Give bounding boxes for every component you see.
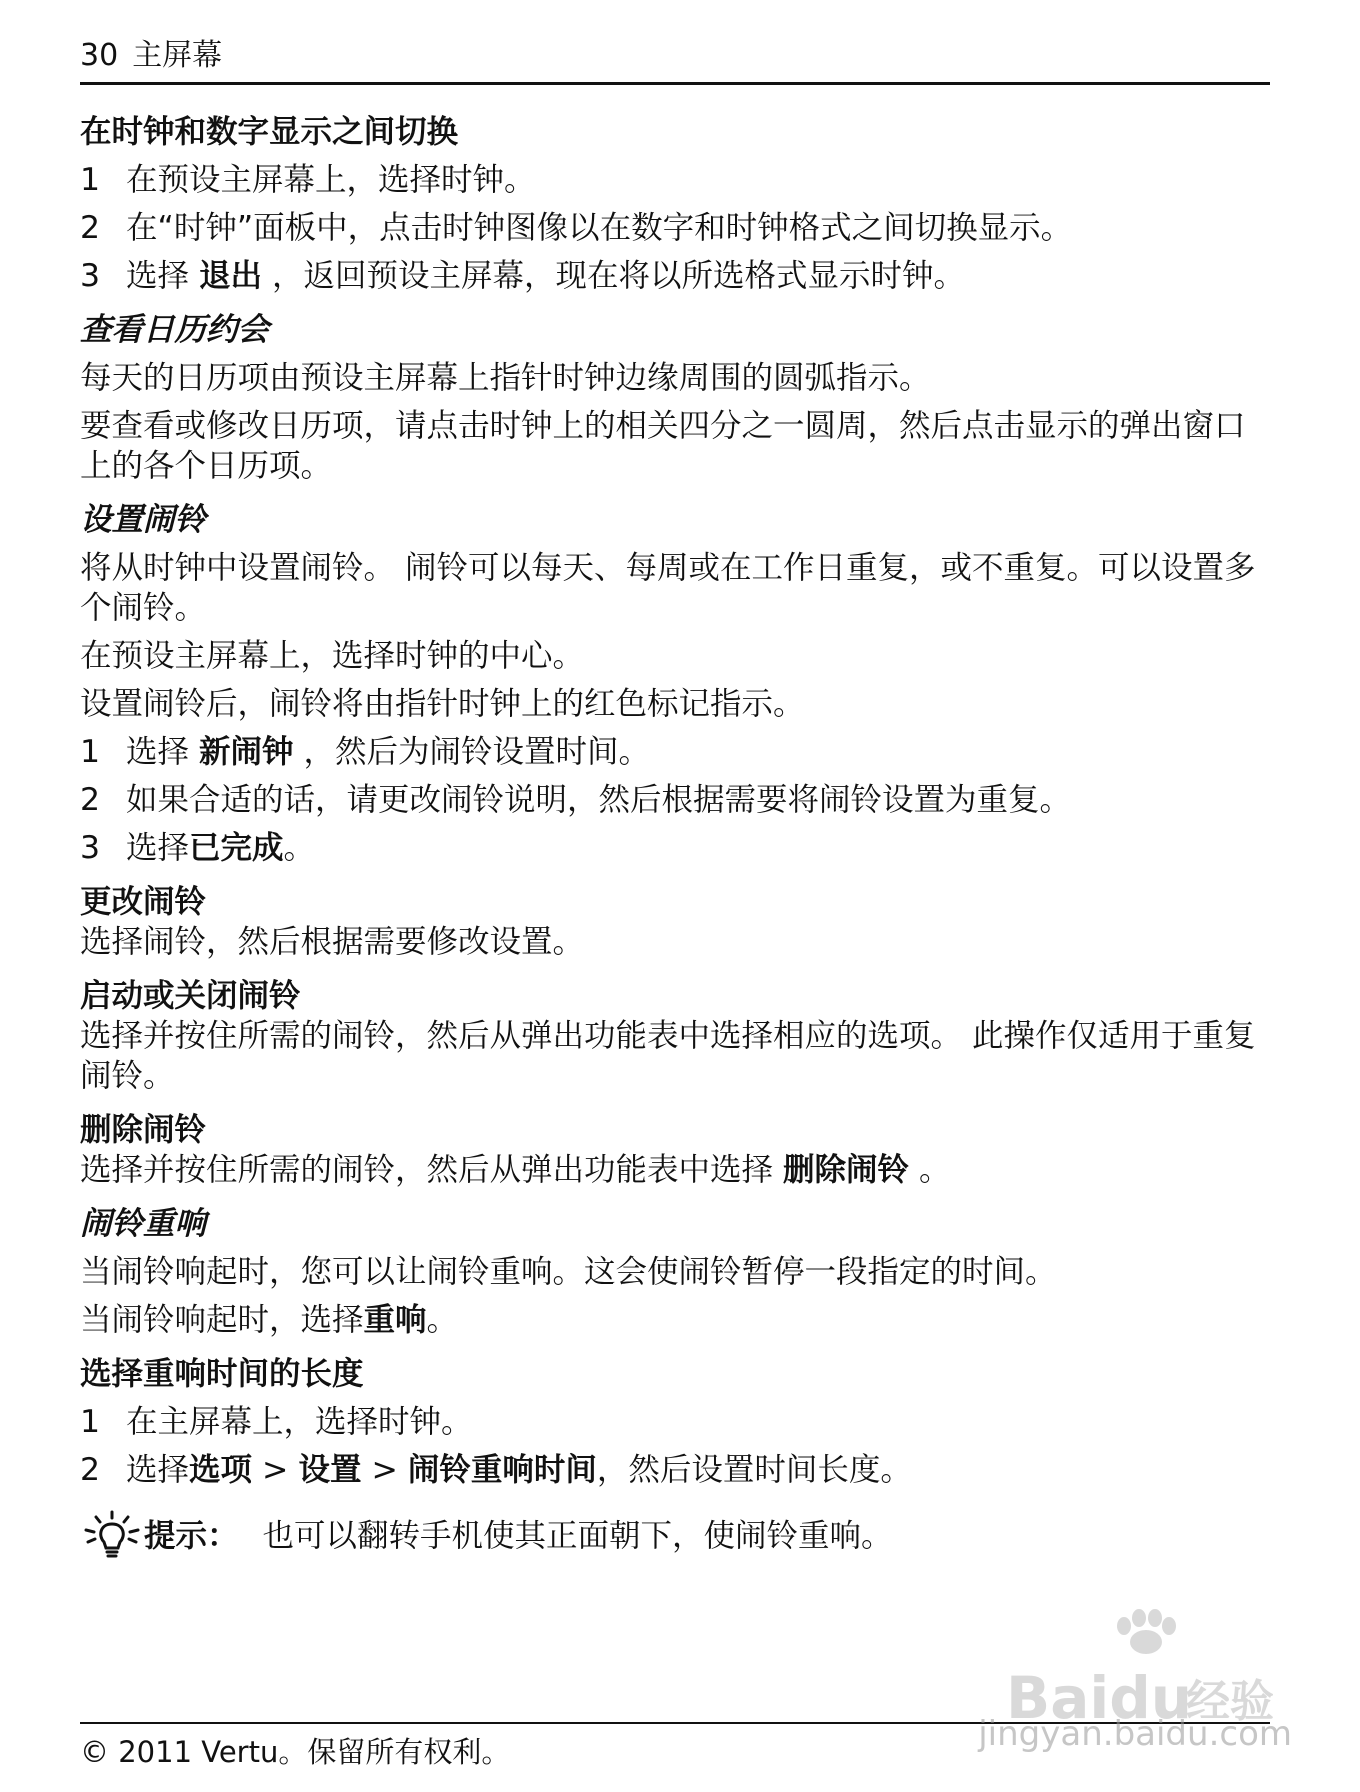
paragraph: 将从时钟中设置闹铃。 闹铃可以每天、每周或在工作日重复，或不重复。可以设置多个闹铃。 <box>80 550 1256 626</box>
ui-term-settings: 设置 <box>298 1452 362 1488</box>
page-number: 30 <box>80 38 119 73</box>
copyright-footer: © 2011 Vertu。保留所有权利。 <box>80 1735 511 1769</box>
step-item: 2 如果合适的话，请更改闹铃说明，然后根据需要将闹铃设置为重复。 <box>80 782 1072 818</box>
ui-term-snooze: 重响 <box>363 1302 427 1338</box>
paragraph: 选择并按住所需的闹铃，然后从弹出功能表中选择 删除闹铃 。 <box>80 1152 951 1188</box>
heading-switch-clock: 在时钟和数字显示之间切换 <box>80 114 459 150</box>
page-content <box>80 112 1270 1564</box>
chapter-title: 主屏幕 <box>132 38 223 73</box>
svg-text:Baidu: Baidu <box>1006 1664 1193 1732</box>
page-header <box>80 36 222 76</box>
heading-calendar: 查看日历约会 <box>80 312 270 348</box>
heading-snooze-length: 选择重响时间的长度 <box>80 1356 364 1392</box>
ui-term-snooze-time: 闹铃重响时间 <box>407 1452 597 1488</box>
paragraph: 当闹铃响起时，选择重响。 <box>80 1302 459 1338</box>
heading-delete-alarm: 删除闹铃 <box>80 1112 207 1148</box>
step-item: 3 选择已完成。 <box>80 830 316 866</box>
step-item: 1 在预设主屏幕上，选择时钟。 <box>80 162 536 198</box>
ui-term-delete-alarm: 删除闹铃 <box>783 1152 910 1188</box>
heading-snooze: 闹铃重响 <box>80 1206 207 1242</box>
paragraph: 选择闹铃，然后根据需要修改设置。 <box>80 924 585 960</box>
heading-set-alarm: 设置闹铃 <box>80 502 207 538</box>
svg-text:经验: 经验 <box>1186 1676 1274 1727</box>
paragraph: 每天的日历项由预设主屏幕上指针时钟边缘周围的圆弧指示。 <box>80 360 931 396</box>
header-rule <box>80 82 1270 85</box>
step-item: 2 在“时钟”面板中，点击时钟图像以在数字和时钟格式之间切换显示。 <box>80 210 1073 246</box>
tip-text: 也可以翻转手机使其正面朝下，使闹铃重响。 <box>262 1518 893 1554</box>
paragraph: 在预设主屏幕上，选择时钟的中心。 <box>80 638 585 674</box>
ui-term-exit: 退出 <box>199 258 263 294</box>
ui-term-options: 选项 <box>189 1452 253 1488</box>
watermark-url: jingyan.baidu.com <box>978 1714 1292 1754</box>
paragraph: 设置闹铃后，闹铃将由指针时钟上的红色标记指示。 <box>80 686 805 722</box>
ui-term-done: 已完成 <box>189 830 284 866</box>
heading-change-alarm: 更改闹铃 <box>80 884 207 920</box>
step-item: 1 在主屏幕上，选择时钟。 <box>80 1404 473 1440</box>
step-item: 2 选择选项 > 设置 > 闹铃重响时间，然后设置时间长度。 <box>80 1452 912 1488</box>
paragraph: 要查看或修改日历项，请点击时钟上的相关四分之一圆周，然后点击显示的弹出窗口上的各个日历项。 <box>80 408 1246 484</box>
tip-label: 提示： <box>144 1518 239 1554</box>
paragraph: 选择并按住所需的闹铃，然后从弹出功能表中选择相应的选项。 此操作仅适用于重复闹铃。 <box>80 1018 1256 1094</box>
lightbulb-icon <box>80 1508 144 1564</box>
step-item: 3 选择 退出 ，返回预设主屏幕，现在将以所选格式显示时钟。 <box>80 258 966 294</box>
step-item: 1 选择 新闹钟 ，然后为闹铃设置时间。 <box>80 734 651 770</box>
tip-box <box>80 1508 1270 1564</box>
heading-toggle-alarm: 启动或关闭闹铃 <box>80 978 301 1014</box>
paragraph: 当闹铃响起时，您可以让闹铃重响。这会使闹铃暂停一段指定的时间。 <box>80 1254 1057 1290</box>
ui-term-new-alarm: 新闹钟 <box>199 734 294 770</box>
